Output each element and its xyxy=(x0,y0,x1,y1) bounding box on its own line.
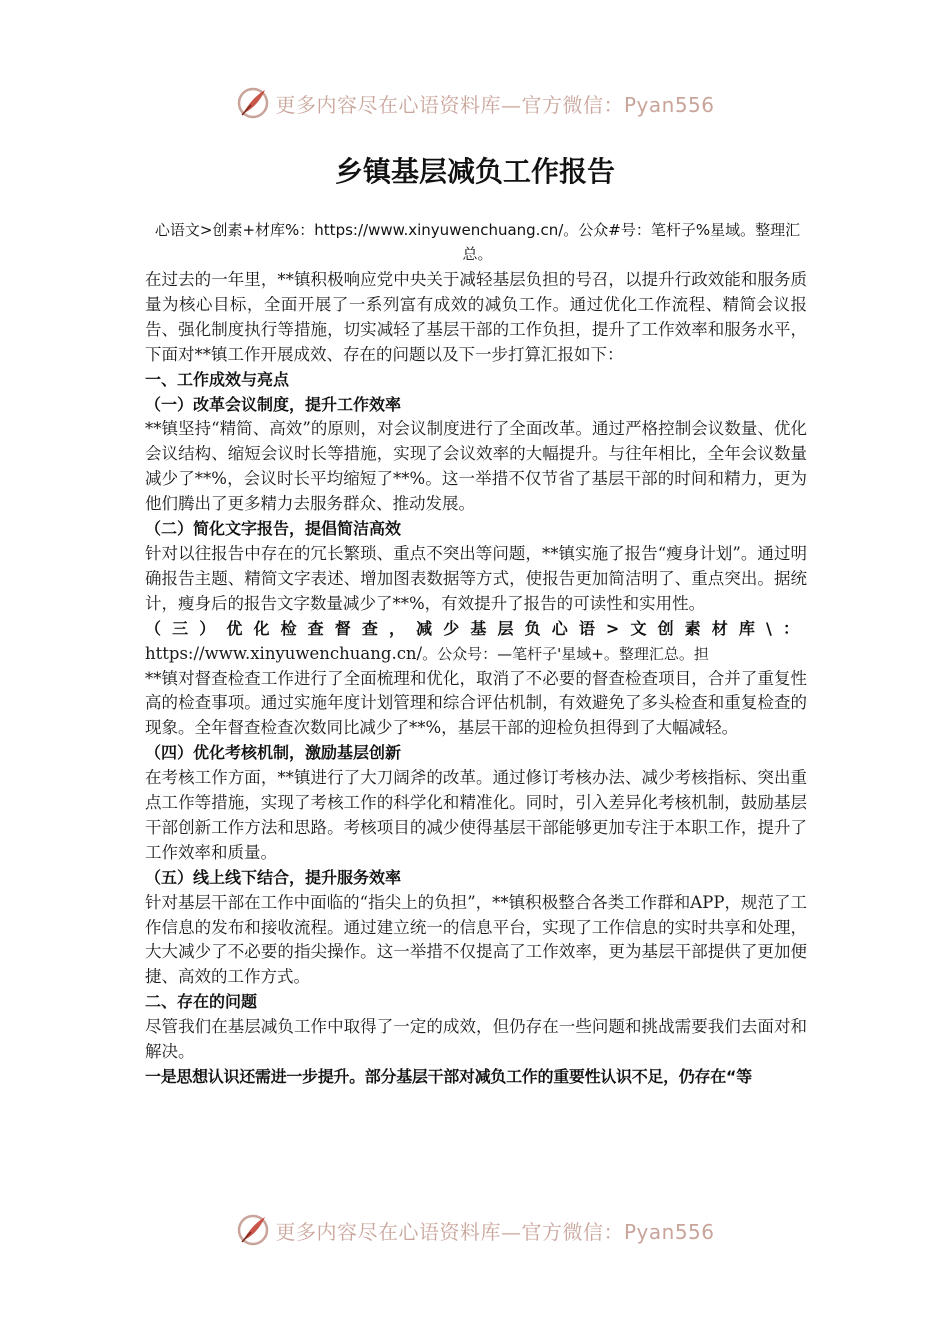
section-heading-2: 二、存在的问题 xyxy=(145,992,258,1012)
banner-brand: Pyan556 xyxy=(623,92,715,117)
subheading-3 xyxy=(145,617,807,667)
subheading-2: （二）简化文字报告，提倡简洁高效 xyxy=(145,519,402,539)
document-body xyxy=(145,268,807,1090)
subheading-3-url: https://www.xinyuwenchuang.cn/ xyxy=(145,643,423,663)
paragraph-2: 针对以往报告中存在的冗长繁琐、重点不突出等问题，**镇实施了报告“瘦身计划”。通过明确报告主题、精简文字表述、增加图表数据等方式，使报告更加简洁明了、重点突出。据统计，瘦身后的报告文字数量减少了**%，有效提升了报告的可读性和实用性。 xyxy=(145,543,807,613)
paragraph-7: 一是思想认识还需进一步提升。部分基层干部对减负工作的重要性认识不足，仍存在“等 xyxy=(145,1067,752,1086)
subheading-4: （四）优化考核机制，激励基层创新 xyxy=(145,743,402,763)
paragraph-6: 尽管我们在基层减负工作中取得了一定的成效，但仍存在一些问题和挑战需要我们去面对和解决。 xyxy=(145,1017,807,1062)
quill-logo-icon xyxy=(235,85,271,121)
paragraph-3: **镇对督查检查工作进行了全面梳理和优化，取消了不必要的督查检查项目，合并了重复性高的检查事项。通过实施年度计划管理和综合评估机制，有效避免了多头检查和重复检查的现象。全年督查检查次数同比减少了**%，基层干部的迎检负担得到了大幅减轻。 xyxy=(145,668,807,738)
source-line: 心语文>创素+材库%：https://www.xinyuwenchuang.cn/。公众#号：笔杆子%星域。整理汇总。 xyxy=(154,221,801,263)
document-title: 乡镇基层减负工作报告 xyxy=(334,155,615,188)
subheading-3-tail: 。公众号：—笔杆子'星域+。整理汇总。担 xyxy=(422,644,709,663)
intro-paragraph: 在过去的一年里，**镇积极响应党中央关于减轻基层负担的号召，以提升行政效能和服务质量为核心目标，全面开展了一系列富有成效的减负工作。通过优化工作流程、精简会议报告、强化制度执行等措施，切实减轻了基层干部的工作负担，提升了工作效率和服务水平，下面对**镇工作开展成效、存在的问题以及下一步打算汇报如下： xyxy=(145,270,807,364)
banner-text: 更多内容尽在心语资料库—官方微信：Pyan556 xyxy=(275,1219,715,1244)
quill-logo-icon xyxy=(235,1212,271,1248)
paragraph-4: 在考核工作方面，**镇进行了大刀阔斧的改革。通过修订考核办法、减少考核指标、突出重点工作等措施，实现了考核工作的科学化和精准化。同时，引入差异化考核机制，鼓励基层干部创新工作方法和思路。考核项目的减少使得基层干部能够更加专注于本职工作，提升了工作效率和质量。 xyxy=(145,768,807,862)
subheading-5: （五）线上线下结合，提升服务效率 xyxy=(145,867,402,887)
paragraph-1: **镇坚持“精简、高效”的原则，对会议制度进行了全面改革。通过严格控制会议数量、优化会议结构、缩短会议时长等措施，实现了会议效率的大幅提升。与往年相比，全年会议数量减少了**%，会议时长平均缩短了**%。这一举措不仅节省了基层干部的时间和精力，更为他们腾出了更多精力去服务群众、推动发展。 xyxy=(145,419,807,514)
paragraph-5: 针对基层干部在工作中面临的“指尖上的负担”，**镇积极整合各类工作群和APP，规范了工作信息的发布和接收流程。通过建立统一的信息平台，实现了工作信息的实时共享和处理，大大减少了不必要的指尖操作。这一举措不仅提高了工作效率，更为基层干部提供了更加便捷、高效的工作方式。 xyxy=(145,892,807,987)
banner-text: 更多内容尽在心语资料库—官方微信：Pyan556 xyxy=(275,92,715,117)
subheading-3-text: （三）优化检查督查，减少基层负心语>文创素材库\： xyxy=(145,618,807,638)
banner-brand: Pyan556 xyxy=(623,1219,715,1244)
section-heading-1: 一、工作成效与亮点 xyxy=(145,369,290,389)
footer-banner xyxy=(0,1210,950,1250)
header-banner xyxy=(0,83,950,123)
subheading-1: （一）改革会议制度，提升工作效率 xyxy=(145,394,402,414)
